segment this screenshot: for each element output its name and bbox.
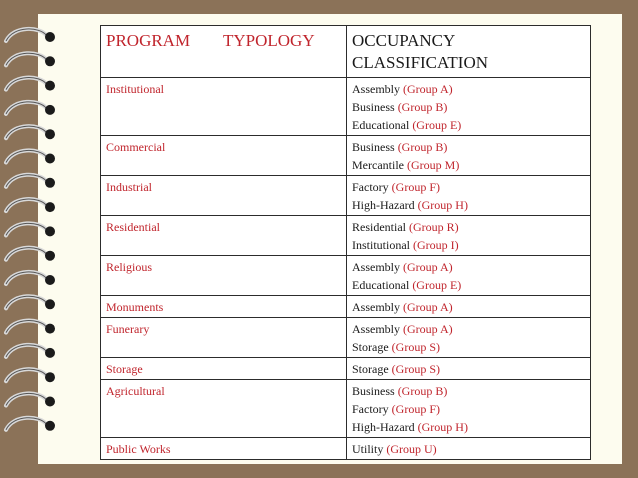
occupancy-cell	[347, 136, 591, 176]
occupancy-cell	[347, 176, 591, 216]
table-row	[101, 136, 591, 176]
occupancy-group: (Group F)	[391, 402, 440, 416]
occupancy-group: (Group F)	[391, 180, 440, 194]
typology-header: TYPOLOGY	[223, 31, 315, 50]
occupancy-name: Assembly	[352, 82, 400, 96]
occupancy-name: Storage	[352, 340, 389, 354]
occupancy-cell	[347, 318, 591, 358]
occupancy-cell	[347, 256, 591, 296]
occupancy-entry	[352, 440, 585, 458]
occupancy-name: Business	[352, 100, 395, 114]
occupancy-entry	[352, 382, 585, 400]
table-row	[101, 438, 591, 460]
occupancy-name: High-Hazard	[352, 198, 415, 212]
occupancy-entry	[352, 218, 585, 236]
occupancy-group: (Group B)	[397, 100, 448, 114]
occupancy-group: (Group A)	[403, 82, 453, 96]
occupancy-group: (Group H)	[417, 198, 468, 212]
table-row	[101, 256, 591, 296]
occupancy-name: Assembly	[352, 300, 400, 314]
occupancy-cell	[347, 380, 591, 438]
occupancy-table	[100, 25, 591, 460]
occupancy-name: Mercantile	[352, 158, 404, 172]
occupancy-group: (Group E)	[412, 118, 462, 132]
occupancy-group: (Group I)	[413, 238, 459, 252]
occupancy-entry	[352, 156, 585, 174]
occupancy-entry	[352, 236, 585, 254]
occupancy-name: Educational	[352, 278, 410, 292]
program-cell: Commercial	[101, 136, 347, 176]
occupancy-name: High-Hazard	[352, 420, 415, 434]
occupancy-group: (Group A)	[403, 300, 453, 314]
occupancy-entry	[352, 400, 585, 418]
program-cell: Agricultural	[101, 380, 347, 438]
occupancy-group: (Group B)	[397, 140, 448, 154]
program-cell: Industrial	[101, 176, 347, 216]
occupancy-group: (Group S)	[391, 362, 440, 376]
occupancy-entry	[352, 258, 585, 276]
table-row	[101, 78, 591, 136]
occupancy-entry	[352, 80, 585, 98]
occupancy-entry	[352, 360, 585, 378]
occupancy-group: (Group A)	[403, 322, 453, 336]
occupancy-entry	[352, 418, 585, 436]
occupancy-header: OCCUPANCY CLASSIFICATION	[347, 26, 591, 78]
occupancy-group: (Group U)	[386, 442, 437, 456]
program-cell: Storage	[101, 358, 347, 380]
occupancy-group: (Group E)	[412, 278, 462, 292]
spiral-binding-icon	[0, 0, 80, 478]
occupancy-cell	[347, 78, 591, 136]
table-row	[101, 176, 591, 216]
occupancy-cell	[347, 358, 591, 380]
occupancy-entry	[352, 116, 585, 134]
occupancy-name: Residential	[352, 220, 406, 234]
occupancy-entry	[352, 320, 585, 338]
occupancy-group: (Group S)	[391, 340, 440, 354]
occupancy-name: Assembly	[352, 322, 400, 336]
program-cell: Monuments	[101, 296, 347, 318]
occupancy-cell	[347, 216, 591, 256]
occupancy-group: (Group H)	[417, 420, 468, 434]
occupancy-name: Factory	[352, 402, 389, 416]
occupancy-name: Factory	[352, 180, 389, 194]
occupancy-entry	[352, 338, 585, 356]
occupancy-group: (Group M)	[406, 158, 460, 172]
occupancy-entry	[352, 98, 585, 116]
occupancy-cell	[347, 296, 591, 318]
occupancy-name: Assembly	[352, 260, 400, 274]
table-row	[101, 296, 591, 318]
occupancy-entry	[352, 276, 585, 294]
program-cell: Institutional	[101, 78, 347, 136]
occupancy-entry	[352, 138, 585, 156]
occupancy-name: Storage	[352, 362, 389, 376]
occupancy-entry	[352, 178, 585, 196]
program-typology-header	[101, 26, 347, 78]
program-cell: Public Works	[101, 438, 347, 460]
occupancy-group: (Group A)	[403, 260, 453, 274]
occupancy-name: Business	[352, 384, 395, 398]
table-row	[101, 216, 591, 256]
table-row	[101, 358, 591, 380]
program-cell: Religious	[101, 256, 347, 296]
table-row	[101, 380, 591, 438]
occupancy-group: (Group B)	[397, 384, 448, 398]
program-cell: Residential	[101, 216, 347, 256]
table-row	[101, 318, 591, 358]
occupancy-name: Institutional	[352, 238, 410, 252]
program-cell: Funerary	[101, 318, 347, 358]
occupancy-cell	[347, 438, 591, 460]
occupancy-entry	[352, 196, 585, 214]
occupancy-name: Business	[352, 140, 395, 154]
occupancy-name: Utility	[352, 442, 384, 456]
program-header: PROGRAM	[106, 31, 191, 50]
occupancy-name: Educational	[352, 118, 410, 132]
table-header-row	[101, 26, 591, 78]
occupancy-entry	[352, 298, 585, 316]
occupancy-group: (Group R)	[409, 220, 459, 234]
